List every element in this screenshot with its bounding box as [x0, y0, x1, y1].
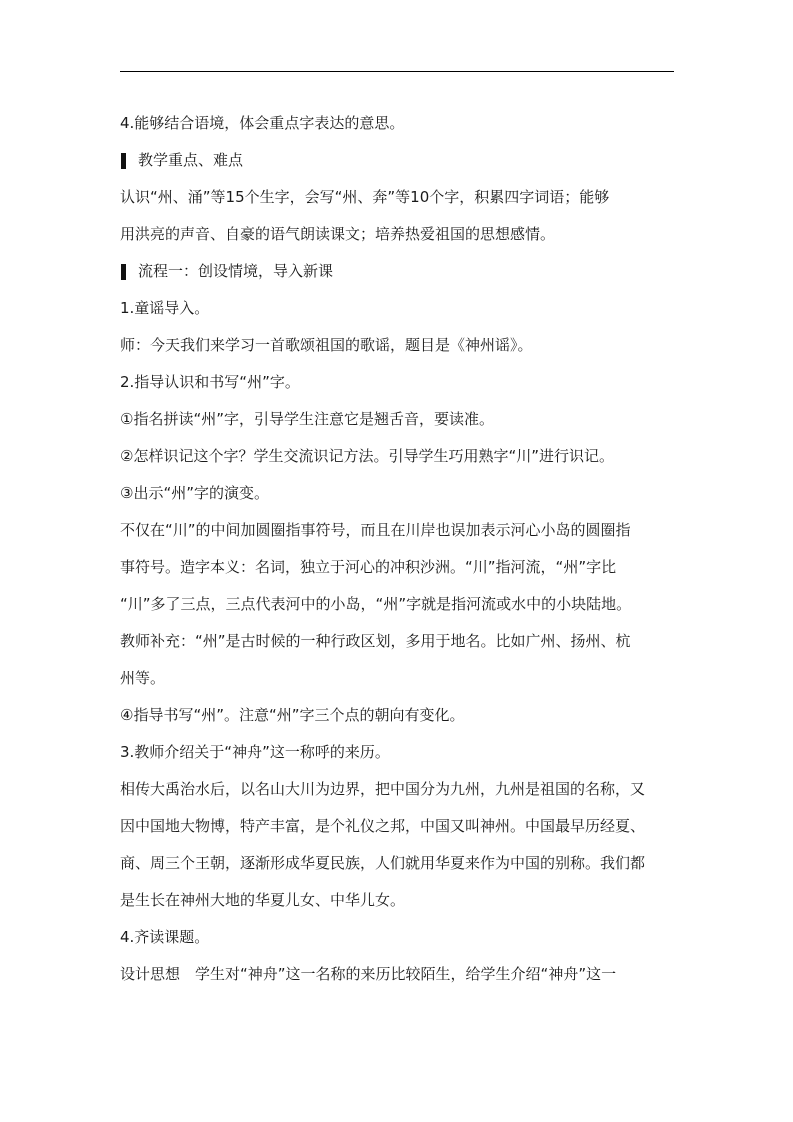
paragraph-line: 因中国地大物博，特产丰富，是个礼仪之邦，中国又叫神州。中国最早历经夏、: [120, 817, 646, 835]
objective-line: 4.能够结合语境，体会重点字表达的意思。: [120, 114, 405, 132]
paragraph-line: 教师补充：“州”是古时候的一种行政区划，多用于地名。比如广州、扬州、杭: [120, 632, 631, 650]
step-line: 4.齐读课题。: [120, 928, 210, 946]
paragraph-line: 事符号。造字本义：名词，独立于河心的冲积沙洲。“川”指河流，“州”字比: [120, 558, 617, 576]
heading-marker-icon: [121, 264, 126, 280]
section-heading-text: 流程一：创设情境，导入新课: [138, 262, 334, 280]
step-line: 2.指导认识和书写“州”字。: [120, 373, 300, 391]
design-note-line: 设计思想 学生对“神舟”这一名称的来历比较陌生，给学生介绍“神舟”这一: [120, 965, 617, 983]
heading-marker-icon: [121, 153, 126, 169]
paragraph-line: 商、周三个王朝，逐渐形成华夏民族，人们就用华夏来作为中国的别称。我们都: [120, 854, 646, 872]
section-heading: [120, 142, 675, 179]
substep-line: ③出示“州”字的演变。: [120, 484, 269, 502]
paragraph-line: 不仅在“川”的中间加圆圈指事符号，而且在川岸也误加表示河心小岛的圆圈指: [120, 521, 631, 539]
paragraph-line: 用洪亮的声音、自豪的语气朗读课文；培养热爱祖国的思想感情。: [120, 225, 556, 243]
paragraph-line: “川”多了三点，三点代表河中的小岛，“州”字就是指河流或水中的小块陆地。: [120, 595, 632, 613]
section-heading-text: 教学重点、难点: [138, 151, 244, 169]
substep-line: ④指导书写“州”。注意“州”字三个点的朝向有变化。: [120, 706, 465, 724]
step-line: 3.教师介绍关于“神舟”这一称呼的来历。: [120, 743, 390, 761]
substep-line: ①指名拼读“州”字，引导学生注意它是翘舌音，要读准。: [120, 410, 494, 428]
paragraph-line: 相传大禹治水后，以名山大川为边界，把中国分为九州，九州是祖国的名称，又: [120, 780, 646, 798]
paragraph-line: 是生长在神州大地的华夏儿女、中华儿女。: [120, 891, 406, 909]
header-rule: [120, 71, 674, 72]
paragraph-line: 师：今天我们来学习一首歌颂祖国的歌谣，题目是《神州谣》。: [120, 336, 533, 354]
document-body: [120, 105, 675, 993]
section-heading: [120, 253, 675, 290]
paragraph-line: 认识“州、涌”等15个生字，会写“州、奔”等10个字，积累四字词语；能够: [120, 188, 610, 206]
step-line: 1.童谣导入。: [120, 299, 210, 317]
substep-line: ②怎样识记这个字？学生交流识记方法。引导学生巧用熟字“川”进行识记。: [120, 447, 614, 465]
paragraph-line: 州等。: [120, 669, 166, 687]
